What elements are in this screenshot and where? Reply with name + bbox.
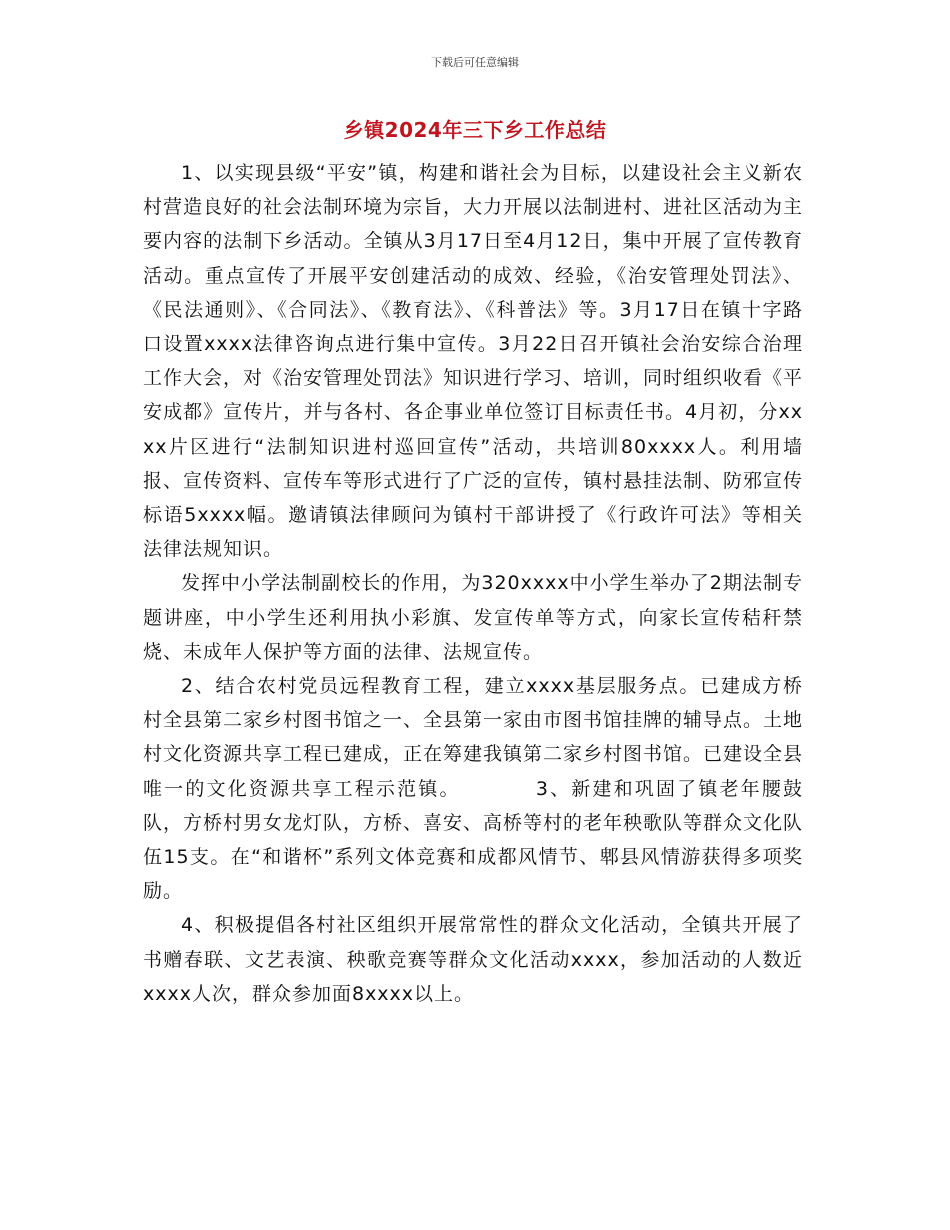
document-title: 乡镇2024年三下乡工作总结 [343, 118, 607, 142]
document-body [143, 156, 803, 1011]
header-note: 下载后可任意编辑 [431, 56, 519, 69]
paragraph-1: 1、以实现县级“平安”镇，构建和谐社会为目标，以建设社会主义新农村营造良好的社会法制环境为宗旨，大力开展以法制进村、进社区活动为主要内容的法制下乡活动。全镇从3月17日至4月12日，集中开展了宣传教育活动。重点宣传了开展平安创建活动的成效、经验，《治安管理处罚法》、《民法通则》、《合同法》、《教育法》、《科普法》等。3月17日在镇十字路口设置xxxx法律咨询点进行集中宣传。3月22日召开镇社会治安综合治理工作大会，对《治安管理处罚法》知识进行学习、培训，同时组织收看《平安成都》宣传片，并与各村、各企事业单位签订目标责任书。4月初，分xxxx片区进行“法制知识进村巡回宣传”活动，共培训80xxxx人。利用墙报、宣传资料、宣传车等形式进行了广泛的宣传，镇村悬挂法制、防邪宣传标语5xxxx幅。邀请镇法律顾问为镇村干部讲授了《行政许可法》等相关法律法规知识。 [143, 162, 804, 561]
paragraph-3: 2、结合农村党员远程教育工程，建立xxxx基层服务点。已建成方桥村全县第二家乡村图书馆之一、全县第一家由市图书馆挂牌的辅导点。土地村文化资源共享工程已建成，正在筹建我镇第二家乡村图书馆。已建设全县唯一的文化资源共享工程示范镇。 3、新建和巩固了镇老年腰鼓队，方桥村男女龙灯队，方桥、喜安、高桥等村的老年秧歌队等群众文化队伍15支。在“和谐杯”系列文体竞赛和成都风情节、郫县风情游获得多项奖励。 [143, 675, 804, 903]
paragraph-2: 发挥中小学法制副校长的作用，为320xxxx中小学生举办了2期法制专题讲座，中小学生还利用执小彩旗、发宣传单等方式，向家长宣传秸秆禁烧、未成年人保护等方面的法律、法规宣传。 [143, 572, 803, 663]
paragraph-4: 4、积极提倡各村社区组织开展常常性的群众文化活动，全镇共开展了书赠春联、文艺表演、秧歌竞赛等群众文化活动xxxx，参加活动的人数近xxxx人次，群众参加面8xxxx以上。 [143, 914, 803, 1005]
